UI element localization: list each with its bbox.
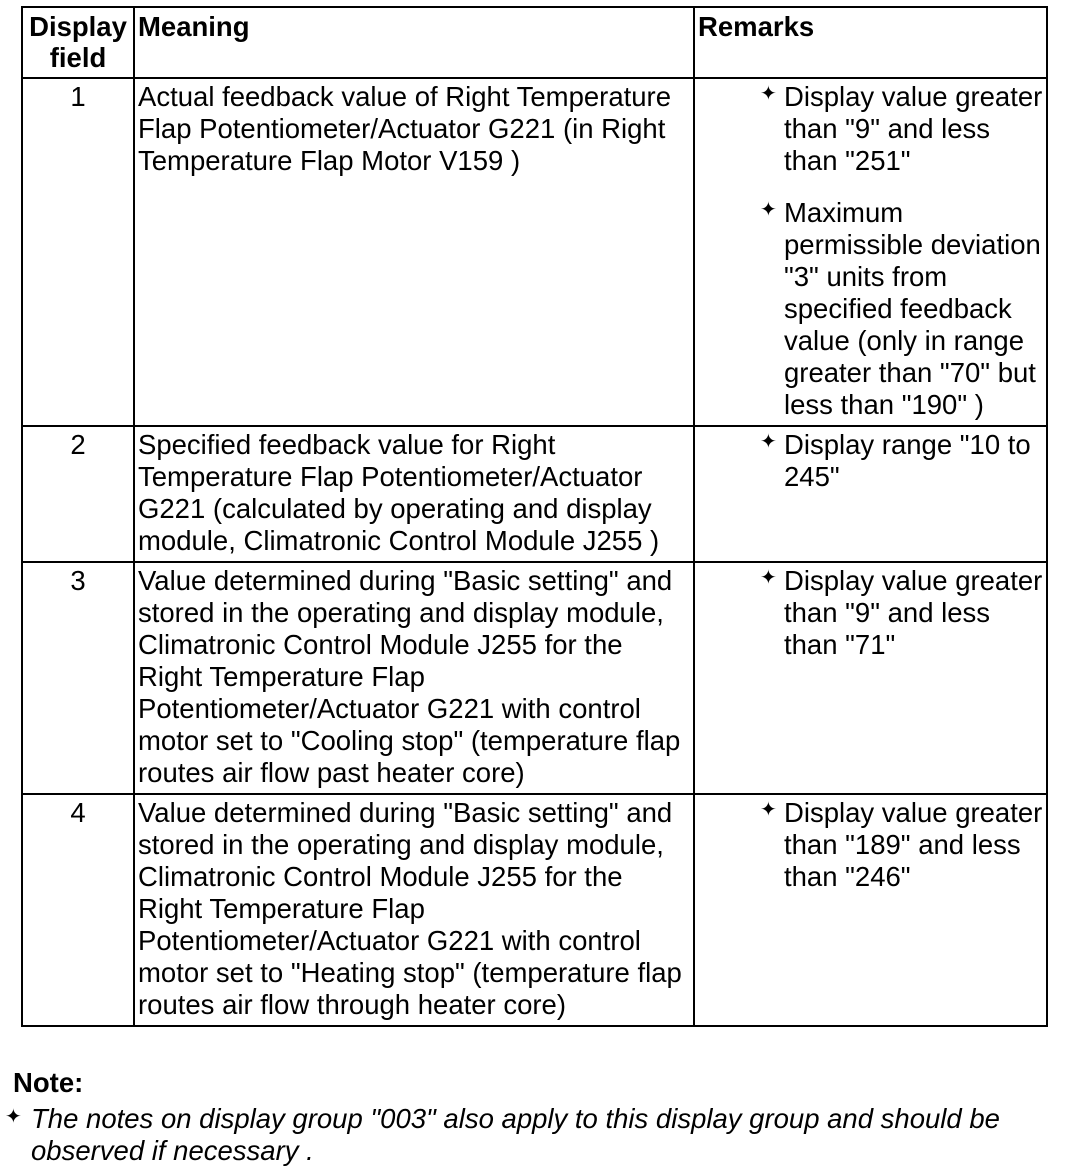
display-field-cell: 3 (22, 562, 134, 794)
remark-text: Display range "10 to 245" (784, 429, 1031, 492)
header-display-field: Display field (22, 7, 134, 78)
remarks-cell (694, 794, 1047, 1026)
remark-item (760, 81, 1043, 177)
remark-text: Maximum permissible deviation "3" units from specified feedback value (only in range greater than "70" but less than "190" ) (784, 197, 1041, 420)
display-field-cell: 4 (22, 794, 134, 1026)
remark-item (760, 565, 1043, 661)
table-row (22, 794, 1047, 1026)
remarks-cell (694, 562, 1047, 794)
table-row (22, 426, 1047, 562)
meaning-cell: Specified feedback value for Right Temperature Flap Potentiometer/Actuator G221 (calculated by operating and display module, Climatronic Control Module J255 ) (134, 426, 694, 562)
table-row (22, 78, 1047, 426)
note-text: The notes on display group "003" also apply to this display group and should be observed if necessary . (31, 1103, 1000, 1166)
note-item (5, 1103, 1063, 1167)
remark-text: Display value greater than "189" and less than "246" (784, 797, 1043, 892)
diamond-bullet-icon: ✦ (760, 83, 777, 105)
note-title: Note: (13, 1067, 84, 1098)
diamond-bullet-icon: ✦ (760, 567, 777, 589)
meaning-cell: Value determined during "Basic setting" and stored in the operating and display module, Climatronic Control Module J255 for the Right Temperature Flap Potentiometer/Actuator G221 with control motor set to "Cooling stop" (temperature flap routes air flow past heater core) (134, 562, 694, 794)
display-field-cell: 2 (22, 426, 134, 562)
diamond-bullet-icon: ✦ (5, 1106, 22, 1128)
diamond-bullet-icon: ✦ (760, 199, 777, 221)
remark-item (760, 797, 1043, 893)
remark-item (760, 429, 1043, 493)
display-field-cell: 1 (22, 78, 134, 426)
diamond-bullet-icon: ✦ (760, 799, 777, 821)
table-header-row (22, 7, 1047, 78)
table-row (22, 562, 1047, 794)
remark-item (760, 197, 1043, 421)
meaning-cell: Value determined during "Basic setting" and stored in the operating and display module, Climatronic Control Module J255 for the Right Temperature Flap Potentiometer/Actuator G221 with control motor set to "Heating stop" (temperature flap routes air flow through heater core) (134, 794, 694, 1026)
header-meaning: Meaning (134, 7, 694, 78)
remarks-cell (694, 78, 1047, 426)
note-section (5, 1067, 1063, 1167)
remark-text: Display value greater than "9" and less than "251" (784, 81, 1043, 176)
remarks-cell (694, 426, 1047, 562)
diamond-bullet-icon: ✦ (760, 431, 777, 453)
remark-text: Display value greater than "9" and less than "71" (784, 565, 1043, 660)
header-remarks: Remarks (694, 7, 1047, 78)
meaning-cell: Actual feedback value of Right Temperature Flap Potentiometer/Actuator G221 (in Right Temperature Flap Motor V159 ) (134, 78, 694, 426)
display-group-table (21, 6, 1048, 1027)
